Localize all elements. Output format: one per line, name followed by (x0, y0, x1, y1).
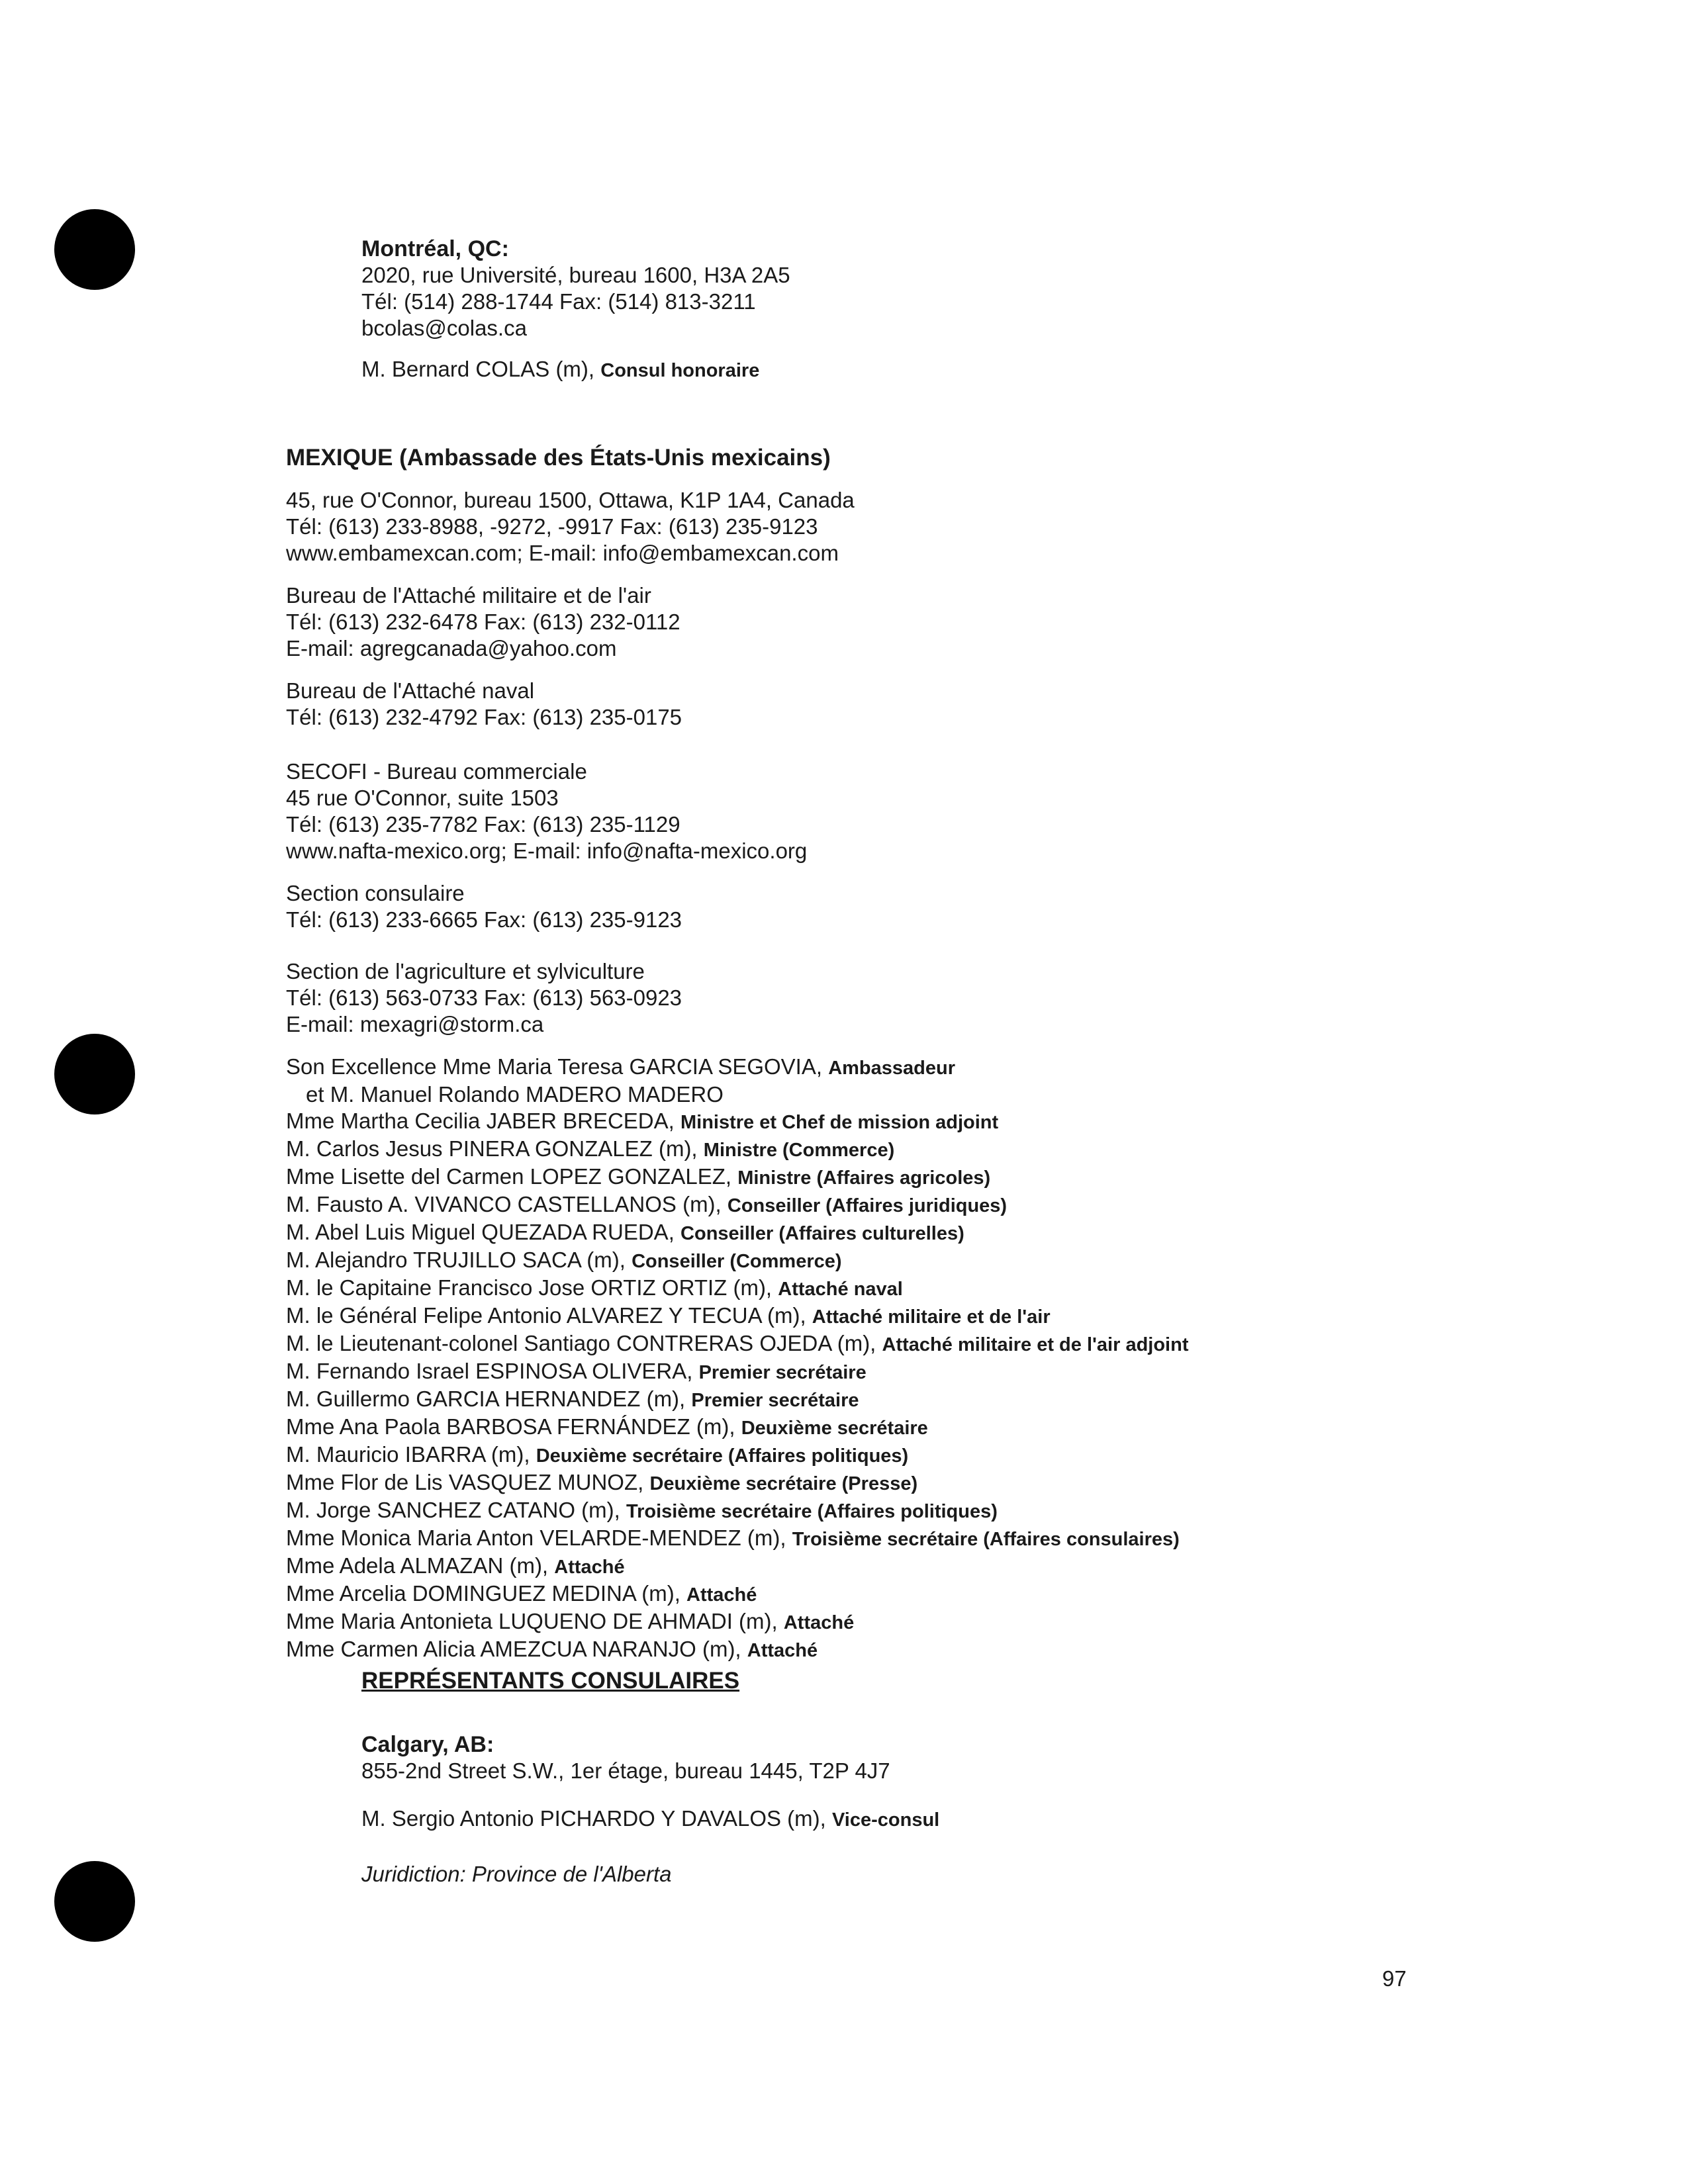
staff-name: M. Abel Luis Miguel QUEZADA RUEDA, (286, 1220, 675, 1244)
secofi-name: SECOFI - Bureau commerciale (286, 759, 587, 784)
montreal-consul-role: Consul honoraire (600, 360, 760, 381)
military-air-email: E-mail: agregcanada@yahoo.com (286, 636, 617, 660)
staff-row (286, 1553, 1188, 1580)
calgary-consul-role: Vice-consul (831, 1809, 940, 1831)
military-air-office (286, 582, 680, 662)
consular-phone: Tél: (613) 233-6665 Fax: (613) 235-9123 (286, 907, 682, 932)
staff-role: Attaché (783, 1612, 855, 1633)
staff-name: Mme Monica Maria Anton VELARDE-MENDEZ (m), (286, 1525, 786, 1550)
staff-row (286, 1247, 1188, 1275)
montreal-address: 2020, rue Université, bureau 1600, H3A 2A5 (361, 263, 790, 287)
staff-name: M. Mauricio IBARRA (m), (286, 1442, 530, 1467)
montreal-heading: Montréal, QC: (361, 236, 509, 261)
staff-name: Mme Carmen Alicia AMEZCUA NARANJO (m), (286, 1637, 741, 1661)
embassy-address: 45, rue O'Connor, bureau 1500, Ottawa, K1P 1A4, Canada (286, 488, 855, 512)
staff-role: Ambassadeur (828, 1058, 956, 1079)
secofi-web: www.nafta-mexico.org; E-mail: info@nafta-mexico.org (286, 839, 808, 863)
staff-name: Mme Maria Antonieta LUQUENO DE AHMADI (m), (286, 1609, 778, 1633)
staff-name: M. Fernando Israel ESPINOSA OLIVERA, (286, 1359, 693, 1383)
consular-reps-heading: REPRÉSENTANTS CONSULAIRES (361, 1668, 740, 1694)
montreal-email: bcolas@colas.ca (361, 316, 527, 340)
staff-name: Mme Ana Paola BARBOSA FERNÁNDEZ (m), (286, 1414, 735, 1439)
staff-role: Attaché militaire et de l'air adjoint (882, 1334, 1189, 1355)
staff-name: M. Guillermo GARCIA HERNANDEZ (m), (286, 1387, 686, 1411)
staff-row (286, 1525, 1188, 1553)
military-air-phone: Tél: (613) 232-6478 Fax: (613) 232-0112 (286, 610, 680, 634)
staff-row (286, 1302, 1188, 1330)
staff-role: Premier secrétaire (698, 1362, 867, 1383)
mexique-heading: MEXIQUE (Ambassade des États-Unis mexicains) (286, 445, 831, 471)
staff-role: Ministre et Chef de mission adjoint (680, 1112, 999, 1133)
staff-name: Son Excellence Mme Maria Teresa GARCIA SEGOVIA, (286, 1054, 823, 1079)
naval-name: Bureau de l'Attaché naval (286, 678, 535, 703)
staff-name: M. Fausto A. VIVANCO CASTELLANOS (m), (286, 1192, 722, 1216)
calgary-heading: Calgary, AB: (361, 1732, 494, 1757)
staff-row (286, 1081, 1188, 1108)
montreal-section (361, 236, 790, 384)
binder-hole-middle (54, 1034, 135, 1115)
staff-role: Ministre (Affaires agricoles) (737, 1167, 991, 1189)
calgary-jurisdiction: Juridiction: Province de l'Alberta (361, 1862, 672, 1886)
embassy-contact (286, 487, 855, 567)
staff-row (286, 1414, 1188, 1441)
staff-list (286, 1054, 1188, 1664)
staff-row (286, 1330, 1188, 1358)
staff-name: Mme Adela ALMAZAN (m), (286, 1553, 549, 1578)
staff-role: Conseiller (Affaires juridiques) (727, 1195, 1008, 1216)
staff-role: Deuxième secrétaire (741, 1418, 928, 1439)
embassy-web: www.embamexcan.com; E-mail: info@embamexcan.com (286, 541, 839, 565)
binder-hole-top (54, 209, 135, 290)
mexique-heading-block (286, 445, 831, 471)
staff-name: et M. Manuel Rolando MADERO MADERO (306, 1082, 724, 1107)
staff-row (286, 1580, 1188, 1608)
agriculture-email: E-mail: mexagri@storm.ca (286, 1012, 544, 1036)
staff-name: M. Jorge SANCHEZ CATANO (m), (286, 1498, 620, 1522)
military-air-name: Bureau de l'Attaché militaire et de l'air (286, 583, 651, 608)
staff-row (286, 1608, 1188, 1636)
staff-role: Attaché (554, 1557, 625, 1578)
staff-row (286, 1636, 1188, 1664)
staff-row (286, 1191, 1188, 1219)
calgary-consul (361, 1805, 939, 1833)
calgary-section (361, 1731, 939, 1888)
staff-role: Deuxième secrétaire (Presse) (649, 1473, 918, 1494)
staff-name: M. Alejandro TRUJILLO SACA (m), (286, 1248, 626, 1272)
secofi-address: 45 rue O'Connor, suite 1503 (286, 786, 559, 810)
staff-role: Attaché naval (778, 1279, 903, 1300)
staff-row (286, 1469, 1188, 1497)
embassy-phone: Tél: (613) 233-8988, -9272, -9917 Fax: (613) 235-9123 (286, 514, 818, 539)
staff-row (286, 1275, 1188, 1302)
staff-row (286, 1108, 1188, 1136)
consular-section (286, 880, 682, 933)
staff-name: M. le Capitaine Francisco Jose ORTIZ ORTIZ (m), (286, 1275, 773, 1300)
staff-name: M. le Lieutenant-colonel Santiago CONTRERAS OJEDA (m), (286, 1331, 876, 1355)
staff-row (286, 1054, 1188, 1081)
staff-row (286, 1219, 1188, 1247)
staff-role: Troisième secrétaire (Affaires consulaires) (792, 1529, 1180, 1550)
naval-office (286, 678, 682, 731)
consular-name: Section consulaire (286, 881, 465, 905)
staff-role: Deuxième secrétaire (Affaires politiques) (536, 1445, 909, 1467)
staff-row (286, 1441, 1188, 1469)
secofi-phone: Tél: (613) 235-7782 Fax: (613) 235-1129 (286, 812, 680, 837)
agriculture-phone: Tél: (613) 563-0733 Fax: (613) 563-0923 (286, 985, 682, 1010)
staff-row (286, 1386, 1188, 1414)
staff-name: Mme Flor de Lis VASQUEZ MUNOZ, (286, 1470, 644, 1494)
staff-name: Mme Martha Cecilia JABER BRECEDA, (286, 1109, 675, 1133)
montreal-consul (361, 356, 790, 384)
staff-role: Conseiller (Affaires culturelles) (680, 1223, 964, 1244)
secofi-office (286, 758, 807, 864)
montreal-consul-name: M. Bernard COLAS (m), (361, 357, 595, 381)
staff-role: Conseiller (Commerce) (632, 1251, 842, 1272)
naval-phone: Tél: (613) 232-4792 Fax: (613) 235-0175 (286, 705, 682, 729)
staff-role: Attaché (686, 1584, 757, 1606)
page-number: 97 (1382, 1966, 1407, 1991)
consular-reps-heading-block (361, 1668, 739, 1694)
staff-row (286, 1163, 1188, 1191)
staff-row (286, 1358, 1188, 1386)
calgary-consul-name: M. Sergio Antonio PICHARDO Y DAVALOS (m), (361, 1806, 826, 1831)
staff-row (286, 1136, 1188, 1163)
staff-role: Ministre (Commerce) (703, 1140, 895, 1161)
agriculture-section (286, 958, 682, 1038)
staff-name: Mme Arcelia DOMINGUEZ MEDINA (m), (286, 1581, 680, 1606)
agriculture-name: Section de l'agriculture et sylviculture (286, 959, 645, 983)
montreal-phone: Tél: (514) 288-1744 Fax: (514) 813-3211 (361, 289, 756, 314)
calgary-address: 855-2nd Street S.W., 1er étage, bureau 1445, T2P 4J7 (361, 1758, 890, 1783)
staff-role: Attaché militaire et de l'air (812, 1306, 1051, 1328)
staff-role: Attaché (747, 1640, 818, 1661)
staff-role: Troisième secrétaire (Affaires politiques) (626, 1501, 998, 1522)
staff-row (286, 1497, 1188, 1525)
staff-name: Mme Lisette del Carmen LOPEZ GONZALEZ, (286, 1164, 732, 1189)
staff-name: M. Carlos Jesus PINERA GONZALEZ (m), (286, 1136, 698, 1161)
binder-hole-bottom (54, 1861, 135, 1942)
staff-role: Premier secrétaire (691, 1390, 859, 1411)
staff-name: M. le Général Felipe Antonio ALVAREZ Y TECUA (m), (286, 1303, 806, 1328)
